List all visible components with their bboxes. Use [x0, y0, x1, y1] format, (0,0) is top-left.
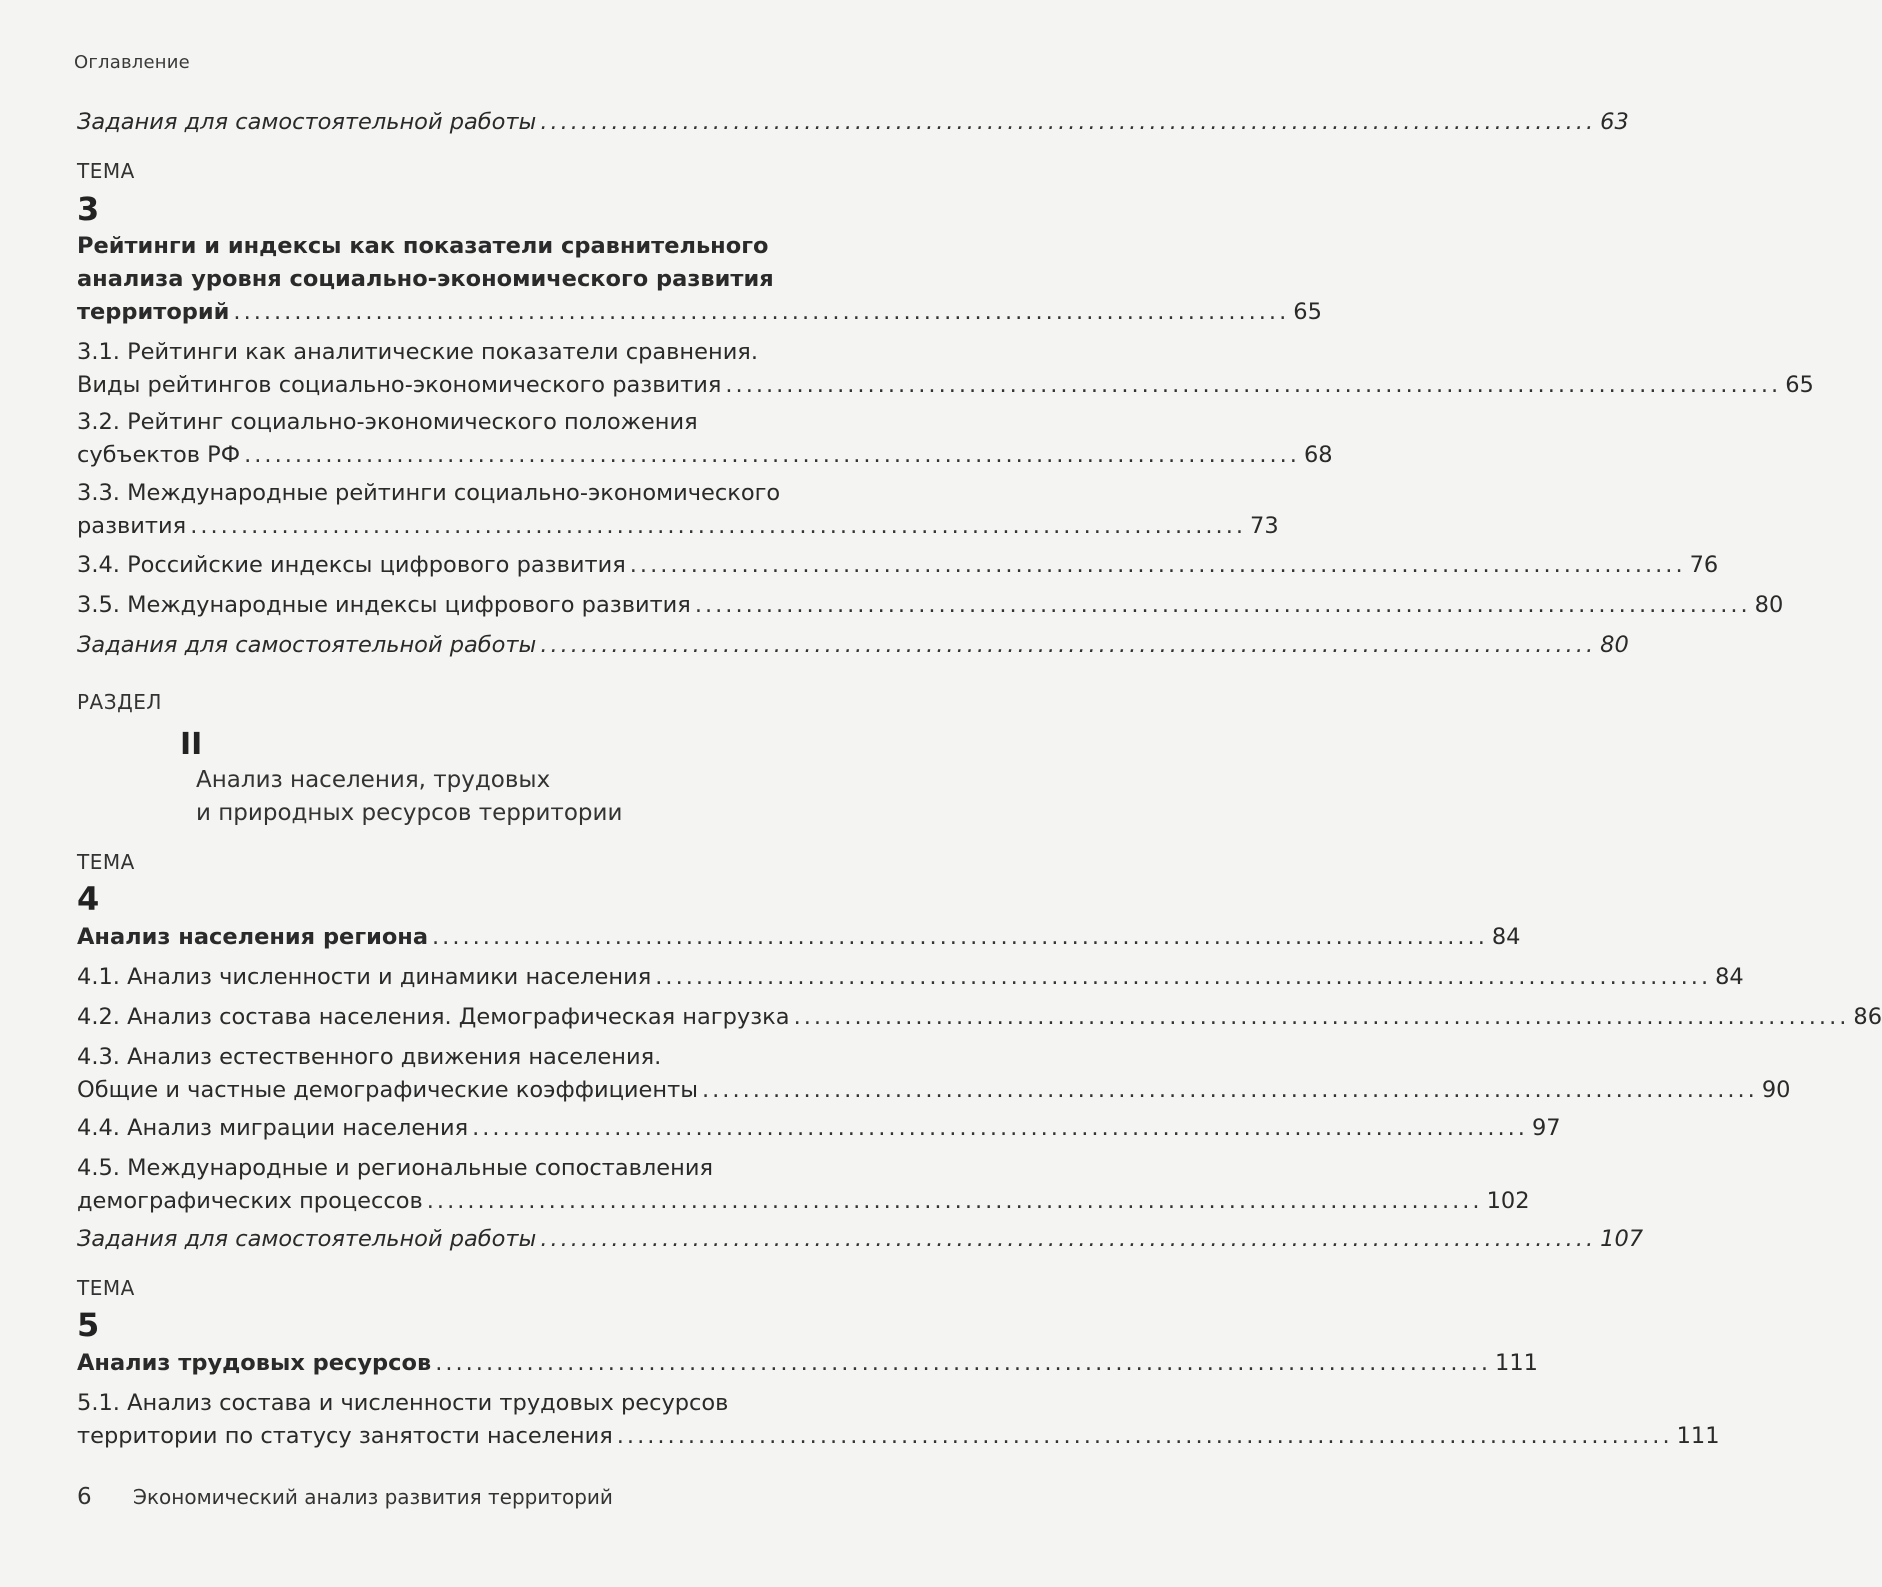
toc-entry-3-5[interactable] — [77, 589, 1784, 622]
toc-page-number: 97 — [1531, 1115, 1561, 1141]
toc-entry-tasks-theme3[interactable] — [77, 629, 1629, 662]
toc-page-number: 73 — [1250, 513, 1279, 539]
toc-entry-text: 4.4. Анализ миграции населения — [77, 1115, 469, 1141]
toc-entry-theme4-title[interactable] — [77, 921, 1521, 954]
theme-label: ТЕМА — [77, 1276, 135, 1300]
leader-dots: ........................................................................................................ — [793, 1004, 1850, 1030]
theme-number: 3 — [77, 190, 100, 228]
toc-page-number: 102 — [1486, 1188, 1530, 1214]
leader-dots: ........................................................................................................ — [701, 1077, 1758, 1103]
running-head: Оглавление — [74, 52, 190, 73]
toc-entry-text: Задания для самостоятельной работы — [77, 1226, 537, 1252]
toc-page-number: 84 — [1491, 924, 1521, 950]
toc-entry-text-line2: Общие и частные демографические коэффициенты — [77, 1077, 698, 1103]
toc-page-number: 68 — [1303, 442, 1333, 468]
toc-entry-text-line2: развития — [77, 513, 187, 539]
toc-entry-tasks-theme2[interactable] — [77, 106, 1629, 139]
toc-entry-theme3-title[interactable] — [77, 230, 1322, 329]
leader-dots: ........................................................................................................ — [616, 1423, 1673, 1449]
toc-entry-text-line1: 3.1. Рейтинги как аналитические показатели сравнения. — [77, 339, 758, 365]
toc-entry-theme5-title[interactable] — [77, 1347, 1538, 1380]
toc-entry-4-4[interactable] — [77, 1112, 1561, 1145]
theme-number: 4 — [77, 880, 100, 918]
leader-dots: ........................................................................................................ — [725, 372, 1782, 398]
leader-dots: ........................................................................................................ — [233, 299, 1290, 325]
leader-dots: ........................................................................................................ — [472, 1115, 1528, 1141]
leader-dots: ........................................................................................................ — [655, 964, 1712, 990]
toc-entry-text-line3: территорий — [77, 299, 230, 325]
toc-entry-text-line1: 4.5. Международные и региональные сопоставления — [77, 1155, 714, 1181]
toc-entry-3-4[interactable] — [77, 549, 1719, 582]
toc-entry-4-3[interactable] — [77, 1041, 1791, 1107]
toc-page-number: 84 — [1715, 964, 1744, 990]
toc-entry-text-line1: 5.1. Анализ состава и численности трудовых ресурсов — [77, 1390, 729, 1416]
toc-entry-text-line1: 4.3. Анализ естественного движения населения. — [77, 1044, 662, 1070]
leader-dots: ........................................................................................................ — [694, 592, 1751, 618]
toc-page-number: 86 — [1853, 1004, 1882, 1030]
leader-dots: ........................................................................................................ — [190, 513, 1247, 539]
toc-page-number: 80 — [1600, 632, 1629, 658]
leader-dots: ........................................................................................................ — [432, 924, 1488, 950]
toc-entry-text: 3.4. Российские индексы цифрового развития — [77, 552, 626, 578]
toc-page-number: 111 — [1495, 1350, 1538, 1376]
footer-book-title: Экономический анализ развития территорий — [133, 1485, 613, 1509]
leader-dots: ........................................................................................................ — [540, 109, 1597, 135]
toc-entry-tasks-theme4[interactable] — [77, 1223, 1644, 1256]
toc-page-number: 65 — [1785, 372, 1814, 398]
toc-entry-text: Анализ населения региона — [77, 924, 429, 950]
toc-entry-text: Анализ трудовых ресурсов — [77, 1350, 432, 1376]
toc-entry-3-3[interactable] — [77, 477, 1279, 543]
leader-dots: ........................................................................................................ — [244, 442, 1300, 468]
toc-entry-text-line1: Рейтинги и индексы как показатели сравнительного — [77, 233, 769, 259]
toc-entry-text: 4.1. Анализ численности и динамики населения — [77, 964, 652, 990]
leader-dots: ........................................................................................................ — [540, 1226, 1597, 1252]
toc-page-number: 65 — [1293, 299, 1322, 325]
toc-entry-text-line1: 3.3. Международные рейтинги социально-экономического — [77, 480, 781, 506]
leader-dots: ........................................................................................................ — [426, 1188, 1483, 1214]
toc-entry-text-line2: Виды рейтингов социально-экономического развития — [77, 372, 722, 398]
toc-entry-text-line2: территории по статусу занятости населения — [77, 1423, 613, 1449]
leader-dots: ........................................................................................................ — [540, 632, 1597, 658]
toc-entry-3-2[interactable] — [77, 406, 1333, 472]
toc-entry-text: Задания для самостоятельной работы — [77, 109, 537, 135]
toc-entry-5-1[interactable] — [77, 1387, 1720, 1453]
toc-entry-text-line1: 3.2. Рейтинг социально-экономического положения — [77, 409, 698, 435]
toc-entry-text: 3.5. Международные индексы цифрового развития — [77, 592, 691, 618]
toc-entry-text-line2: демографических процессов — [77, 1188, 423, 1214]
toc-entry-text-line2: анализа уровня социально-экономического развития — [77, 266, 774, 292]
toc-entry-4-5[interactable] — [77, 1152, 1530, 1218]
toc-entry-text: Задания для самостоятельной работы — [77, 632, 537, 658]
section-label: РАЗДЕЛ — [77, 690, 162, 714]
leader-dots: ........................................................................................................ — [435, 1350, 1492, 1376]
toc-page-number: 80 — [1754, 592, 1784, 618]
theme-label: ТЕМА — [77, 159, 135, 183]
page-footer — [77, 1484, 613, 1510]
toc-page-number: 63 — [1600, 109, 1629, 135]
toc-entry-text: 4.2. Анализ состава населения. Демографическая нагрузка — [77, 1004, 790, 1030]
toc-entry-4-2[interactable] — [77, 1001, 1882, 1034]
leader-dots: ........................................................................................................ — [629, 552, 1686, 578]
section-title-line1: Анализ населения, трудовых — [196, 767, 551, 793]
toc-entry-4-1[interactable] — [77, 961, 1744, 994]
toc-page-number: 90 — [1761, 1077, 1791, 1103]
toc-page-number: 107 — [1600, 1226, 1644, 1252]
toc-page-number: 111 — [1676, 1423, 1720, 1449]
section-title-line2: и природных ресурсов территории — [196, 800, 623, 826]
section-number: II — [180, 727, 203, 762]
theme-label: ТЕМА — [77, 850, 135, 874]
footer-page-number: 6 — [77, 1484, 92, 1510]
toc-page-number: 76 — [1689, 552, 1719, 578]
toc-entry-text-line2: субъектов РФ — [77, 442, 241, 468]
section-title[interactable] — [196, 764, 622, 830]
toc-entry-3-1[interactable] — [77, 336, 1814, 402]
theme-number: 5 — [77, 1306, 100, 1344]
